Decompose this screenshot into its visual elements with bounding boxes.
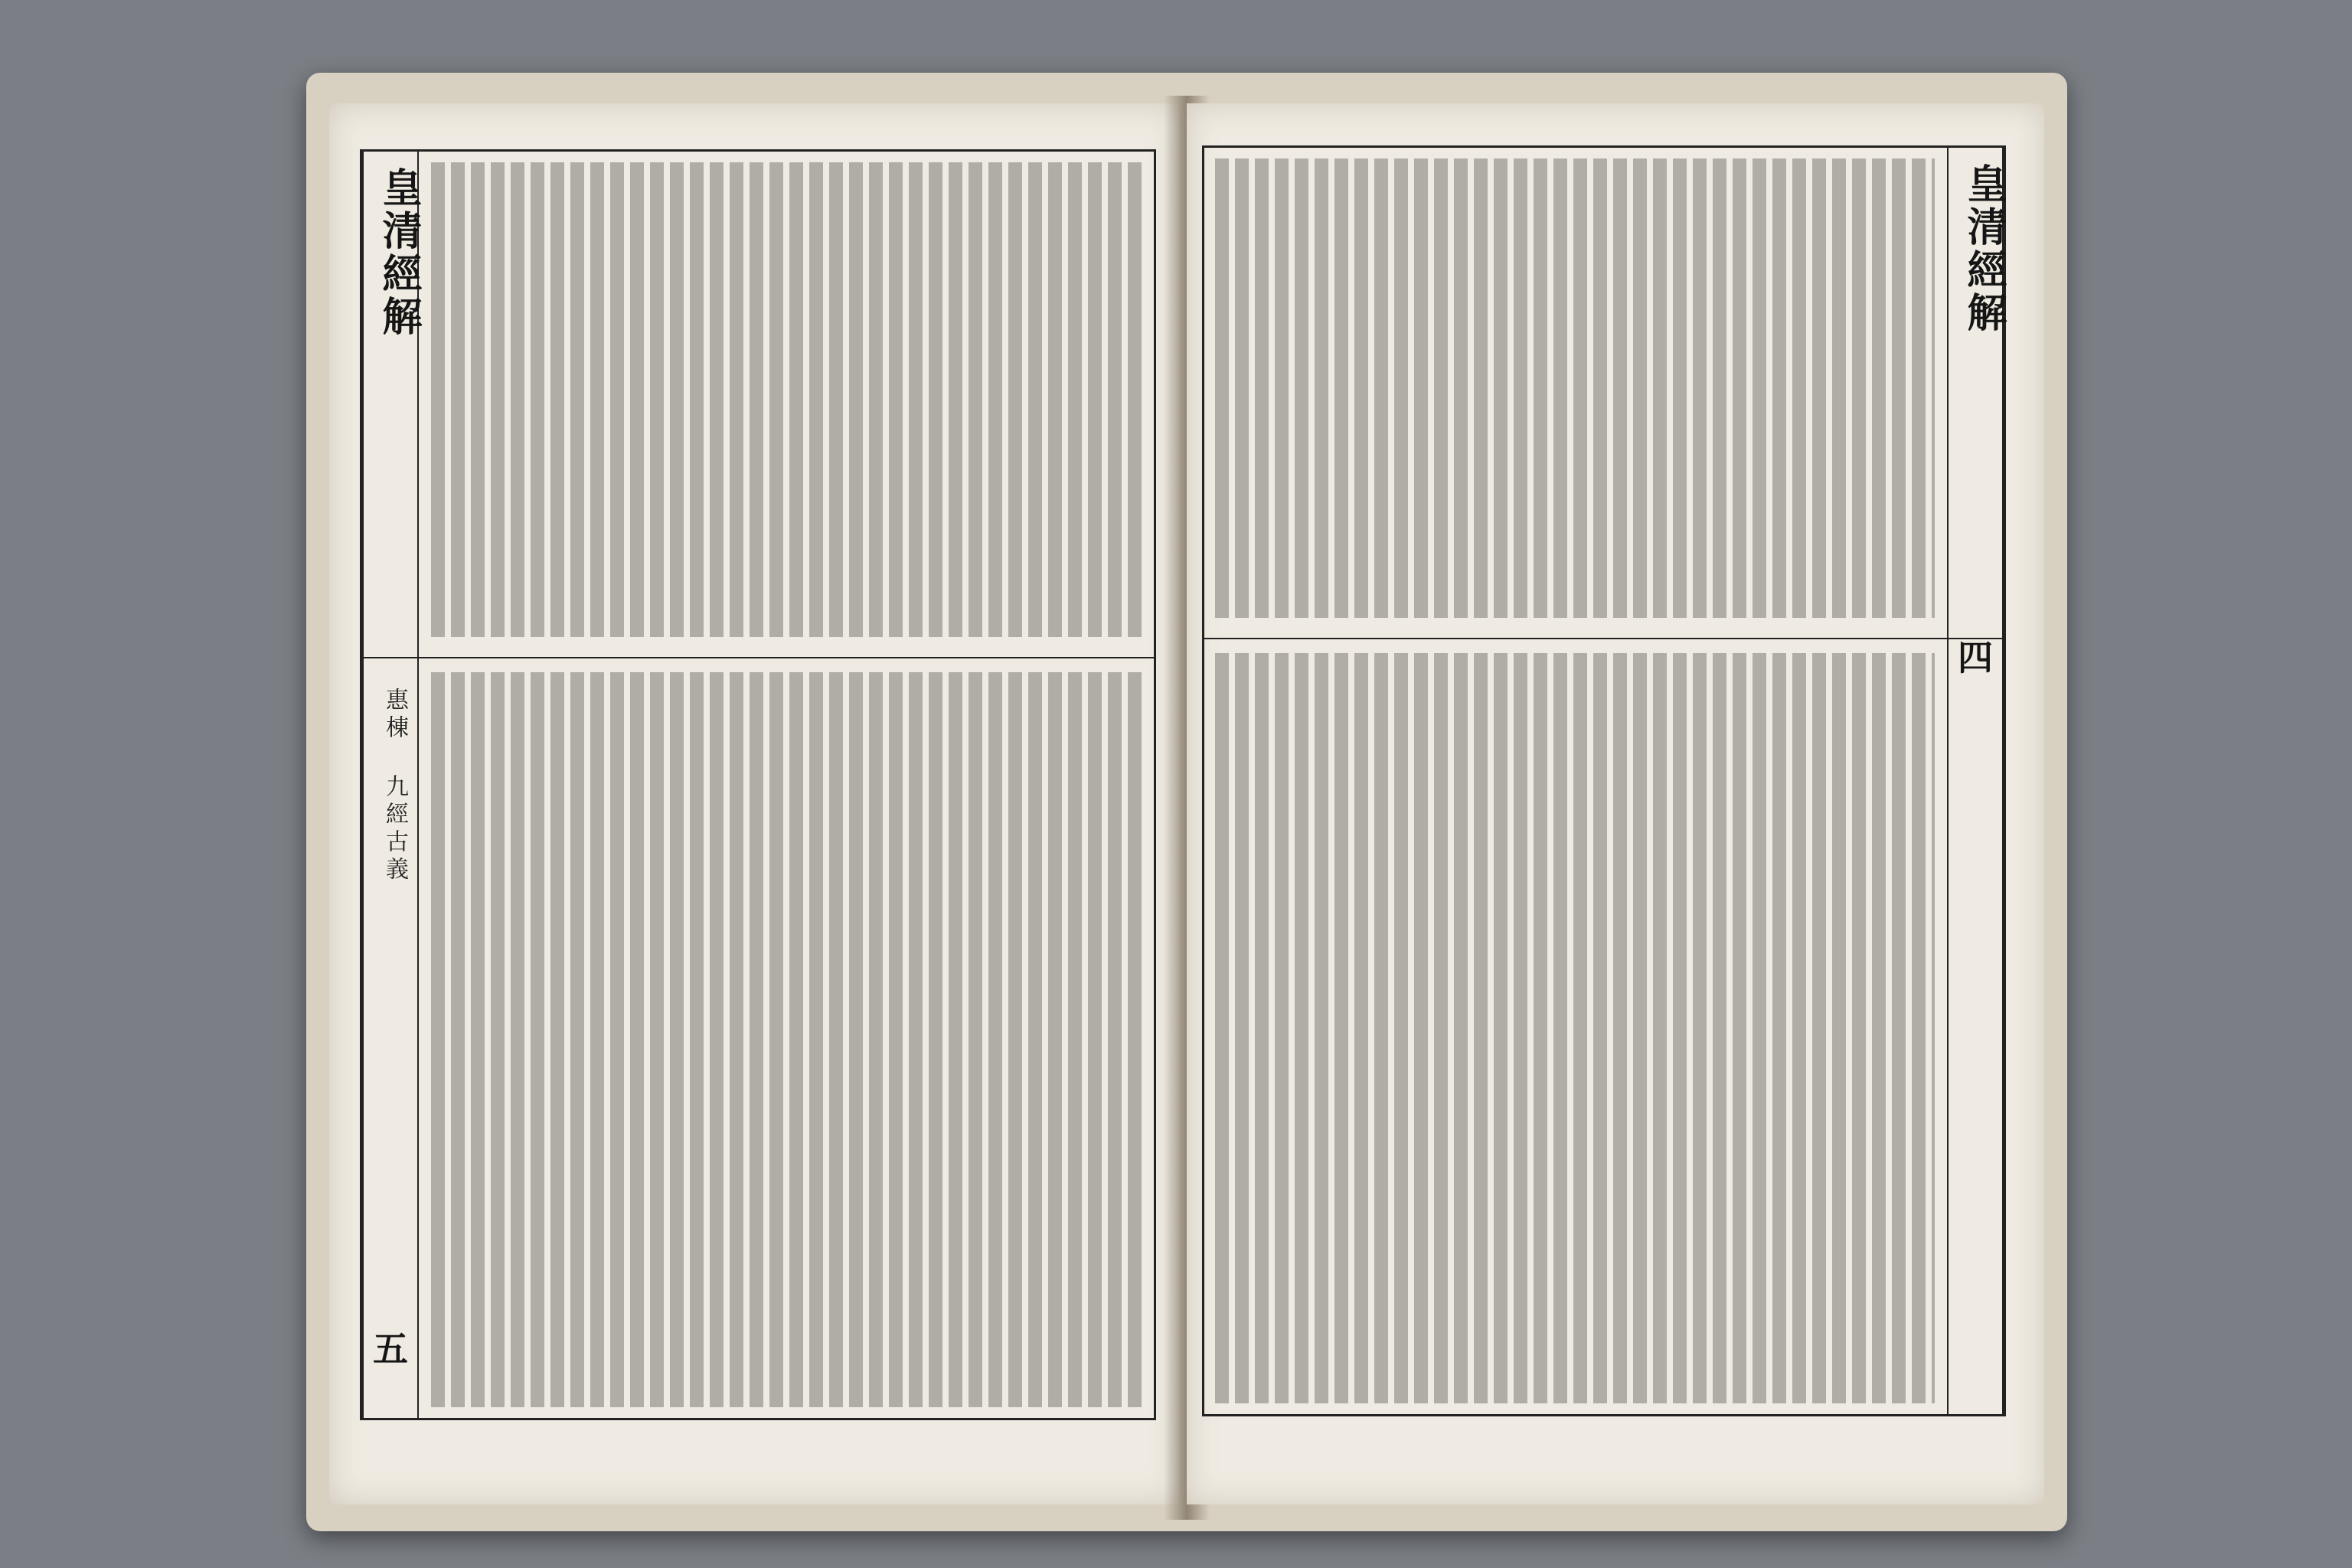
right-page-frame <box>1202 145 2006 1416</box>
left-lower-text-block <box>431 672 1143 1407</box>
right-title-strip <box>1947 148 2007 1414</box>
open-book <box>306 73 2067 1531</box>
left-title-strip <box>362 152 422 1418</box>
right-register-divider <box>1204 638 2004 639</box>
left-page <box>329 103 1179 1504</box>
right-page-number: 四 <box>1958 637 1993 678</box>
left-side-note: 惠棟 九經古義 <box>381 688 408 884</box>
right-running-title: 皇清經解 <box>1960 163 2007 335</box>
left-upper-text-block <box>431 162 1143 637</box>
left-page-number: 五 <box>373 1328 408 1370</box>
right-lower-text-block <box>1215 653 1935 1403</box>
left-register-divider <box>362 657 1154 658</box>
right-upper-text-block <box>1215 158 1935 618</box>
right-page <box>1187 103 2044 1504</box>
left-running-title: 皇清經解 <box>375 167 422 338</box>
left-page-frame <box>360 149 1156 1420</box>
